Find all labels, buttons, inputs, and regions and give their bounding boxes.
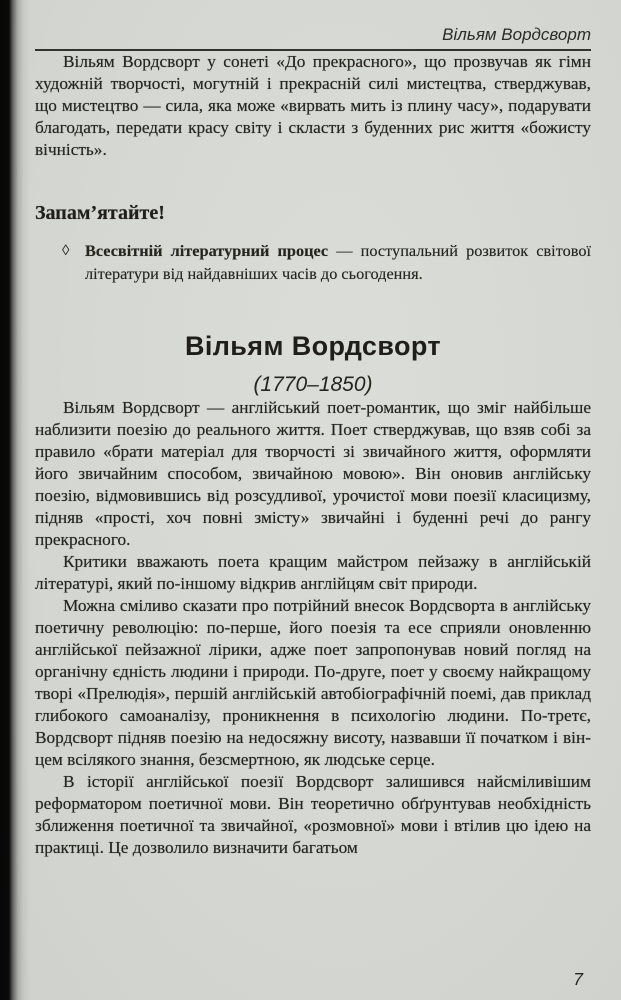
running-head-title: Вільям Вордсворт — [442, 25, 591, 44]
memo-text — [85, 240, 591, 285]
book-spine-shadow — [0, 0, 30, 1000]
memo-item — [35, 240, 591, 285]
body-paragraph: В історії англійської поезії Вордсворт залишився найсміливішим реформатором поетичної мови. Він теоретично обґрунтував необхідність зближення поетичної та звичайної, «розмовної» мови і втілив цю ідею на практиці. Це дозволило визначити багатьом — [35, 772, 591, 857]
memo-term: Всесвітній літературний процес — [85, 241, 329, 260]
intro-paragraph: Вільям Вордсворт у сонеті «До прекрасного», що прозвучав як гімн художній творчості, могутній і прекрасній силі мистецтва, стверджував, що мистецтво — сила, яка може «вирвать мить із плину часу», подарувати благодать, передати красу світу і скласти з буденних рис життя «божисту вічність». — [35, 52, 591, 159]
body-paragraph: Критики вважають поета кращим майстром пейзажу в англійській літературі, який по-іншому відкрив англійцям світ природи. — [35, 552, 591, 593]
chapter-years: (1770–1850) — [253, 373, 373, 396]
memo-definition: — поступальний розвиток світової літератури від найдавніших часів до сьогодення. — [85, 241, 591, 283]
page-number: 7 — [573, 969, 583, 989]
chapter-title: Вільям Вордсворт — [184, 331, 442, 361]
body-paragraph: Вільям Вордсворт — англійський поет-романтик, що зміг найбільше наблизити поезію до реального життя. Поет стверджував, що взяв собі за правило «брати матеріал для творчості зі звичайного життя, оформляти його звичайним способом, звичайною мовою». Він оновив англійську поезію, відмовившись від розсудливої, урочистої мови поезії класицизму, підняв «прості, хоч повні змісту» звичайні і буденні речі до рангу прекрасного. — [35, 398, 591, 549]
body-paragraph: Можна сміливо сказати про потрійний внесок Вордсворта в англійську поетичну революцію: по-перше, його поезія та есе сприяли оновленню англійської пейзажної лірики, адже поет запропонував новий погляд на органічну єдність людини і природи. По-друге, поет у своєму найкращому творі «Прелюдія», першій англійській автобіографічній поемі, дав приклад глибокого самоаналізу, проникнення в психологію людини. По-третє, Вордсворт підняв поезію на недосяжну висоту, назвавши її початком і вінцем всілякого знання, безсмертною, як людське серце. — [35, 596, 591, 769]
diamond-bullet-icon: ◊ — [62, 243, 70, 259]
page-content — [35, 0, 591, 859]
memo-heading: Запам’ятайте! — [35, 202, 165, 224]
